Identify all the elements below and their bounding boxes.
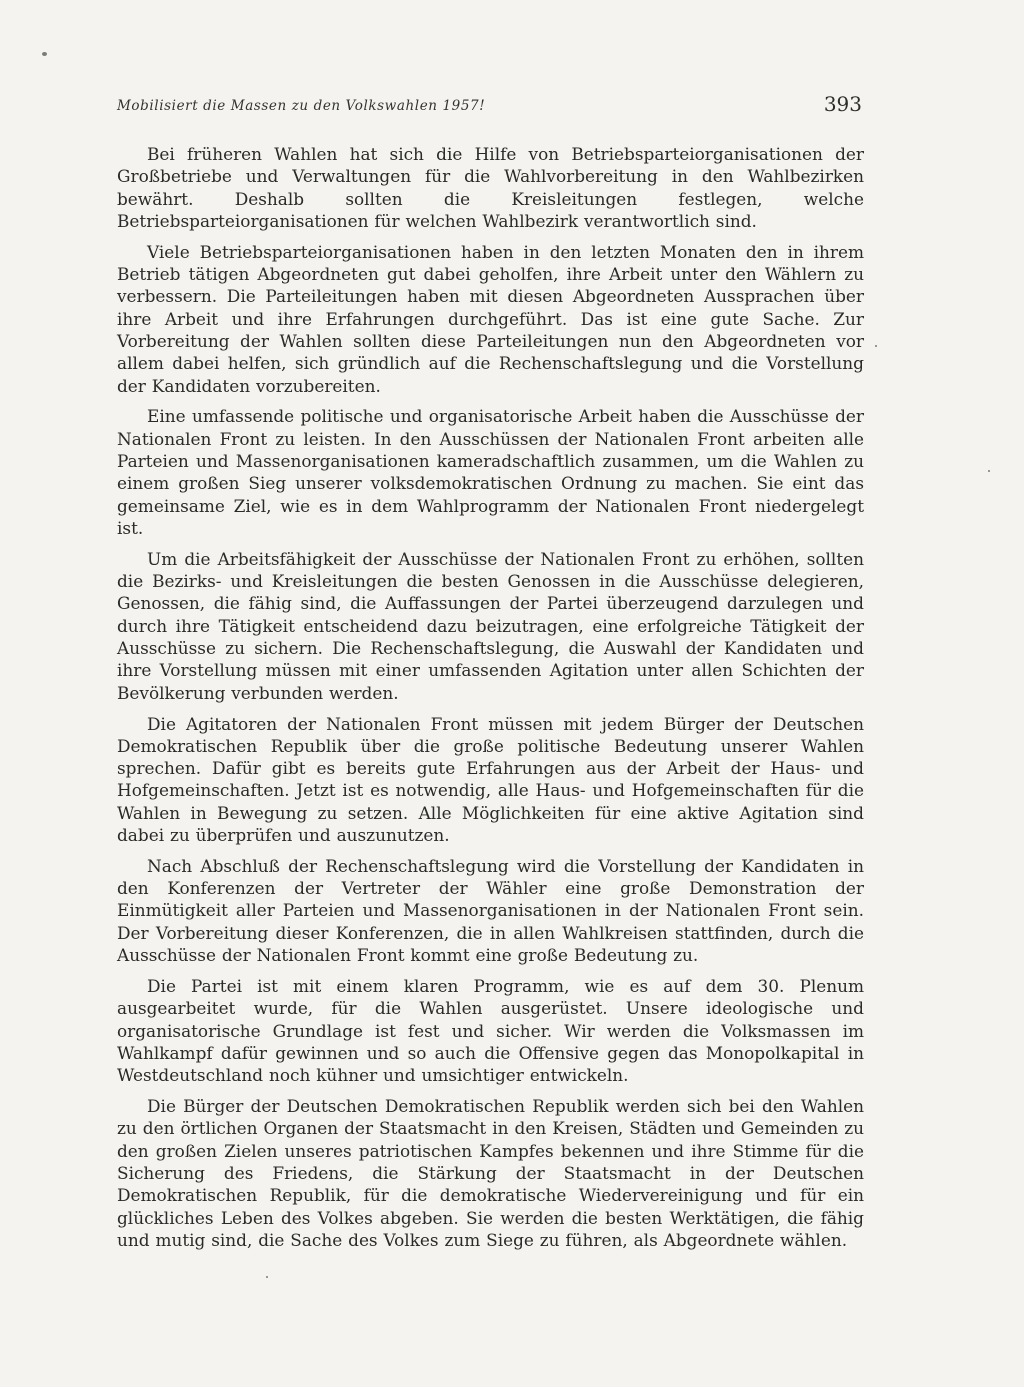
page-number: 393 (823, 92, 862, 116)
scan-speck (988, 470, 990, 472)
paragraph: Die Bürger der Deutschen Demokratischen Republik werden sich bei den Wahlen zu den örtlichen Organen der Staatsmacht in den Kreisen, Städten und Gemeinden zu den großen Zielen unseres patriotischen Kampfes bekennen und ihre Stimme für die Sicherung des Friedens, die Stärkung der Staatsmacht in der Deutschen Demokratischen Republik, für die demokratische Wiedervereinigung und für ein glückliches Leben des Volkes abgeben. Sie werden die besten Werktätigen, die fähig und mutig sind, die Sache des Volkes zum Siege zu führen, als Abgeordnete wählen. (117, 1096, 864, 1250)
body-text (117, 143, 864, 1260)
paragraph: Eine umfassende politische und organisatorische Arbeit haben die Ausschüsse der Nationalen Front zu leisten. In den Ausschüssen der Nationalen Front arbeiten alle Parteien und Massenorganisationen kameradschaftlich zusammen, um die Wahlen zu einem großen Sieg unserer volksdemokratischen Ordnung zu machen. Sie eint das gemeinsame Ziel, wie es in dem Wahlprogramm der Nationalen Front niedergelegt ist. (117, 406, 864, 538)
paragraph: Die Partei ist mit einem klaren Programm, wie es auf dem 30. Plenum ausgearbeitet wurde, für die Wahlen ausgerüstet. Unsere ideologische und organisatorische Grundlage ist fest und sicher. Wir werden die Volksmassen im Wahlkampf dafür gewinnen und so auch die Offensive gegen das Monopolkapital in Westdeutschland noch kühner und umsichtiger entwickeln. (117, 975, 864, 1086)
paragraph: Nach Abschluß der Rechenschaftslegung wird die Vorstellung der Kandidaten in den Konferenzen der Vertreter der Wähler eine große Demonstration der Einmütigkeit aller Parteien und Massenorganisationen in der Nationalen Front sein. Der Vorbereitung dieser Konferenzen, die in allen Wahlkreisen stattfinden, durch die Ausschüsse der Nationalen Front kommt eine große Bedeutung zu. (117, 855, 864, 966)
paragraph: Bei früheren Wahlen hat sich die Hilfe von Betriebsparteiorganisationen der Großbetriebe und Verwaltungen für die Wahlvorbereitung in den Wahlbezirken bewährt. Deshalb sollten die Kreisleitungen festlegen, welche Betriebsparteiorganisationen für welchen Wahlbezirk verantwortlich sind. (117, 144, 864, 231)
page-header (117, 92, 864, 122)
scan-speck (266, 1276, 268, 1278)
paragraph: Die Agitatoren der Nationalen Front müssen mit jedem Bürger der Deutschen Demokratischen Republik über die große politische Bedeutung unserer Wahlen sprechen. Dafür gibt es bereits gute Erfahrungen aus der Arbeit der Haus- und Hofgemeinschaften. Jetzt ist es notwendig, alle Haus- und Hofgemeinschaften für die Wahlen in Bewegung zu setzen. Alle Möglichkeiten für eine aktive Agitation sind dabei zu überprüfen und auszunutzen. (117, 713, 864, 845)
paragraph: Viele Betriebsparteiorganisationen haben in den letzten Monaten den in ihrem Betrieb tätigen Abgeordneten gut dabei geholfen, ihre Arbeit unter den Wählern zu verbessern. Die Parteileitungen haben mit diesen Abgeordneten Aussprachen über ihre Arbeit und ihre Erfahrungen durchgeführt. Das ist eine gute Sache. Zur Vorbereitung der Wahlen sollten diese Parteileitungen nun den Abgeordneten vor allem dabei helfen, sich gründlich auf die Rechenschaftslegung und die Vorstellung der Kandidaten vorzubereiten. (117, 241, 864, 396)
paragraph: Um die Arbeitsfähigkeit der Ausschüsse der Nationalen Front zu erhöhen, sollten die Bezirks- und Kreisleitungen die besten Genossen in die Ausschüsse delegieren, Genossen, die fähig sind, die Auffassungen der Partei überzeugend darzulegen und durch ihre Tätigkeit entscheidend dazu beizutragen, eine erfolgreiche Tätigkeit der Ausschüsse zu sichern. Die Rechenschaftslegung, die Auswahl der Kandidaten und ihre Vorstellung müssen mit einer umfassenden Agitation unter allen Schichten der Bevölkerung verbunden werden. (117, 548, 864, 703)
scan-speck (875, 345, 877, 347)
running-title: Mobilisiert die Massen zu den Volkswahlen 1957! (117, 98, 486, 114)
scan-speck (42, 52, 47, 56)
